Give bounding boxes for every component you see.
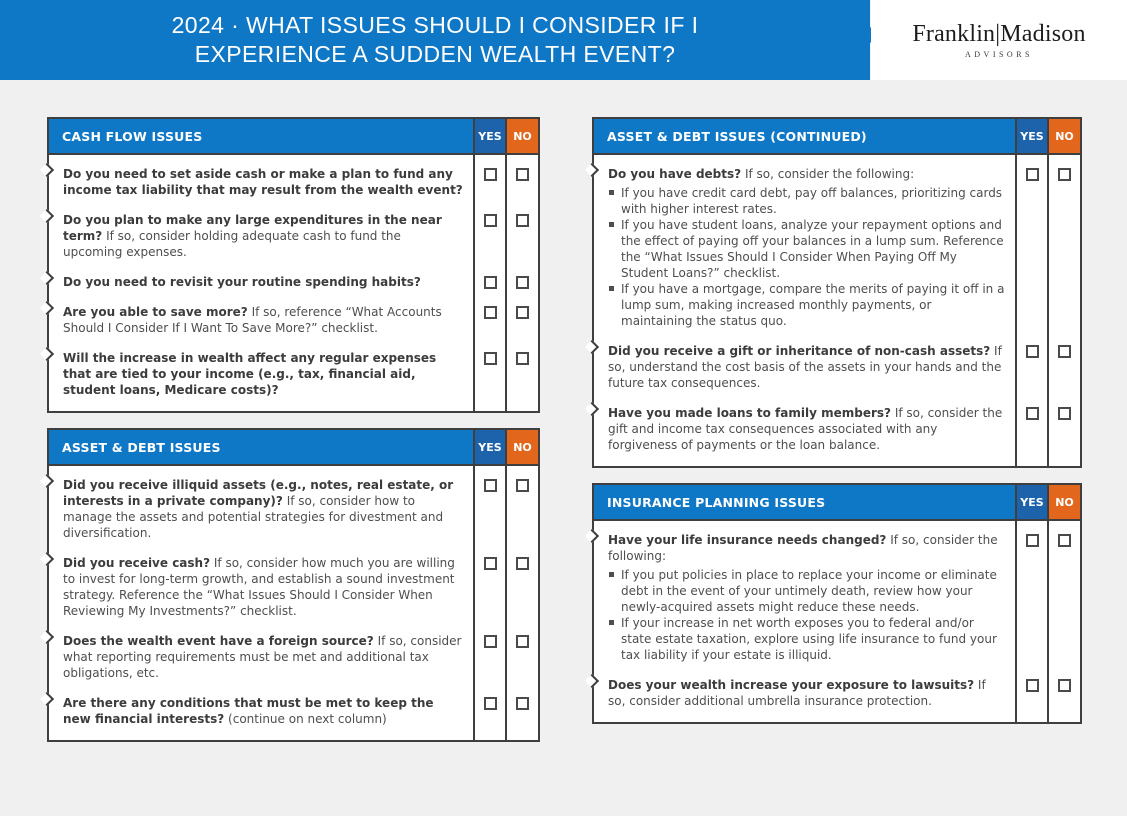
yes-checkbox[interactable]	[484, 306, 497, 319]
question-cell	[49, 293, 473, 339]
no-checkbox[interactable]	[516, 697, 529, 710]
question-paragraph	[608, 677, 1005, 709]
page-title-line2: EXPERIENCE A SUDDEN WEALTH EVENT?	[194, 41, 676, 67]
chevron-icon	[40, 630, 54, 644]
checklist-item	[49, 466, 538, 544]
bullet-icon	[609, 572, 614, 577]
chevron-icon	[40, 209, 54, 223]
question-text: Have your life insurance needs changed?	[608, 533, 887, 547]
no-cell	[505, 622, 538, 684]
no-checkbox[interactable]	[516, 306, 529, 319]
no-column-header: NO	[1047, 485, 1080, 519]
yes-cell	[1015, 394, 1047, 466]
checklist-item	[49, 201, 538, 263]
no-cell	[1047, 666, 1080, 722]
yes-column-header: YES	[473, 119, 505, 153]
question-detail: If so, consider the following:	[608, 533, 998, 563]
checklist-item	[49, 339, 538, 411]
question-paragraph	[63, 350, 463, 398]
yes-cell	[473, 684, 505, 740]
yes-cell	[473, 293, 505, 339]
bullet-text: If your increase in net worth exposes you to federal and/or state estate taxation, explore using life insurance to fund your tax liability if your estate is illiquid.	[621, 616, 997, 662]
no-checkbox[interactable]	[516, 479, 529, 492]
question-cell	[49, 339, 473, 411]
yes-cell	[473, 622, 505, 684]
page-title-line1: 2024 · WHAT ISSUES SHOULD I CONSIDER IF I	[171, 12, 699, 38]
section-cash-flow-issues	[47, 117, 540, 413]
no-checkbox[interactable]	[516, 352, 529, 365]
chevron-icon	[40, 271, 54, 285]
question-cell	[49, 263, 473, 293]
question-paragraph	[608, 532, 1005, 564]
section-insurance-planning-issues	[592, 483, 1082, 724]
no-cell	[505, 293, 538, 339]
bullet-list	[608, 185, 1005, 329]
chevron-icon	[585, 163, 599, 177]
section-title: INSURANCE PLANNING ISSUES	[594, 485, 1015, 519]
no-checkbox[interactable]	[516, 276, 529, 289]
yes-column-header: YES	[1015, 485, 1047, 519]
bullet-item	[609, 567, 1005, 615]
no-column-header: NO	[505, 119, 538, 153]
section-header	[49, 119, 538, 155]
bullet-text: If you have a mortgage, compare the merits of paying it off in a lump sum, making increased monthly payments, or maintaining the status quo.	[621, 282, 1005, 328]
section-header	[594, 485, 1080, 521]
yes-cell	[473, 263, 505, 293]
question-paragraph	[63, 304, 463, 336]
logo	[871, 0, 1127, 80]
chevron-icon	[40, 163, 54, 177]
bullet-icon	[609, 190, 614, 195]
section-header	[594, 119, 1080, 155]
question-text: Are you able to save more?	[63, 305, 248, 319]
question-paragraph	[63, 212, 463, 260]
section-asset-debt-issues-continued	[592, 117, 1082, 468]
chevron-icon	[585, 402, 599, 416]
question-paragraph	[63, 274, 463, 290]
checklist-item	[594, 666, 1080, 722]
no-cell	[505, 339, 538, 411]
question-paragraph	[63, 555, 463, 619]
question-text: Does the wealth event have a foreign source?	[63, 634, 374, 648]
no-checkbox[interactable]	[516, 168, 529, 181]
logo-subtitle: ADVISORS	[964, 50, 1033, 59]
chevron-icon	[585, 674, 599, 688]
checklist-item	[49, 544, 538, 622]
no-checkbox[interactable]	[1058, 407, 1071, 420]
chevron-icon	[40, 301, 54, 315]
question-cell	[49, 155, 473, 201]
question-text: Did you receive illiquid assets (e.g., notes, real estate, or interests in a private company)?	[63, 478, 454, 508]
bullet-icon	[609, 620, 614, 625]
yes-cell	[1015, 521, 1047, 666]
section-title: ASSET & DEBT ISSUES	[49, 430, 473, 464]
no-cell	[505, 466, 538, 544]
yes-checkbox[interactable]	[484, 697, 497, 710]
question-text: Do you need to set aside cash or make a plan to fund any income tax liability that may result from the wealth event?	[63, 167, 463, 197]
yes-checkbox[interactable]	[1026, 345, 1039, 358]
chevron-icon	[40, 347, 54, 361]
yes-checkbox[interactable]	[484, 479, 497, 492]
question-text: Do you plan to make any large expenditures in the near term?	[63, 213, 442, 243]
question-cell	[49, 622, 473, 684]
chevron-icon	[40, 552, 54, 566]
yes-cell	[1015, 666, 1047, 722]
no-cell	[1047, 332, 1080, 394]
page-title	[0, 11, 870, 69]
yes-checkbox[interactable]	[484, 352, 497, 365]
no-cell	[505, 544, 538, 622]
yes-cell	[473, 155, 505, 201]
bullet-icon	[609, 222, 614, 227]
question-paragraph	[63, 633, 463, 681]
yes-cell	[473, 466, 505, 544]
no-checkbox[interactable]	[1058, 345, 1071, 358]
no-checkbox[interactable]	[516, 557, 529, 570]
chevron-icon	[40, 692, 54, 706]
no-column-header: NO	[505, 430, 538, 464]
question-detail: If so, consider the following:	[744, 167, 915, 181]
yes-checkbox[interactable]	[484, 557, 497, 570]
question-paragraph	[63, 166, 463, 198]
question-text: Have you made loans to family members?	[608, 406, 891, 420]
no-checkbox[interactable]	[1058, 534, 1071, 547]
question-detail: If so, understand the cost basis of the assets in your hands and the future tax consequences.	[608, 344, 1002, 390]
bullet-item	[609, 217, 1005, 281]
question-detail: If so, reference “What Accounts Should I Consider If I Want To Save More?” checklist.	[63, 305, 442, 335]
question-text: Does your wealth increase your exposure to lawsuits?	[608, 678, 975, 692]
question-cell	[49, 466, 473, 544]
question-cell	[49, 201, 473, 263]
yes-checkbox[interactable]	[1026, 407, 1039, 420]
yes-checkbox[interactable]	[484, 635, 497, 648]
section-title: CASH FLOW ISSUES	[49, 119, 473, 153]
checklist-item	[594, 332, 1080, 394]
checklist-item	[594, 521, 1080, 666]
question-detail: If so, consider how much you are willing to invest for long-term growth, and establish a sound investment strategy. Reference the “What Issues Should I Consider When Reviewing My Investments?” checklist.	[63, 556, 455, 618]
yes-checkbox[interactable]	[484, 276, 497, 289]
question-detail: (continue on next column)	[228, 712, 387, 726]
section-asset-debt-issues	[47, 428, 540, 742]
question-cell	[594, 666, 1015, 722]
section-header	[49, 430, 538, 466]
question-text: Did you receive cash?	[63, 556, 211, 570]
logo-name: Franklin|Madison	[912, 21, 1086, 47]
header-bar	[0, 0, 870, 80]
no-checkbox[interactable]	[1058, 679, 1071, 692]
yes-checkbox[interactable]	[1026, 679, 1039, 692]
yes-column-header: YES	[473, 430, 505, 464]
question-text: Do you need to revisit your routine spending habits?	[63, 275, 421, 289]
question-cell	[594, 332, 1015, 394]
checklist-item	[594, 394, 1080, 466]
no-checkbox[interactable]	[1058, 168, 1071, 181]
bullet-list	[608, 567, 1005, 663]
bullet-text: If you put policies in place to replace your income or eliminate debt in the event of your untimely death, review how your newly-acquired assets might reduce these needs.	[621, 568, 997, 614]
chevron-icon	[40, 474, 54, 488]
no-cell	[505, 155, 538, 201]
question-cell	[49, 544, 473, 622]
question-detail: If so, consider the gift and income tax consequences associated with any forgiveness of payments or the loan balance.	[608, 406, 1003, 452]
question-detail: If so, consider what reporting requirements must be met and additional tax obligations, etc.	[63, 634, 462, 680]
yes-cell	[473, 339, 505, 411]
chevron-icon	[585, 529, 599, 543]
no-cell	[505, 201, 538, 263]
chevron-icon	[585, 340, 599, 354]
yes-column-header: YES	[1015, 119, 1047, 153]
bullet-icon	[609, 286, 614, 291]
no-cell	[505, 684, 538, 740]
checklist-item	[49, 263, 538, 293]
left-column	[47, 117, 540, 757]
bullet-item	[609, 281, 1005, 329]
no-cell	[1047, 521, 1080, 666]
bullet-text: If you have student loans, analyze your repayment options and the effect of paying off your balances in a lump sum. Reference the “What Issues Should I Consider When Paying Off My Student Loans?” checklist.	[621, 218, 1004, 280]
right-column	[592, 117, 1082, 739]
question-paragraph	[63, 477, 463, 541]
question-text: Will the increase in wealth affect any regular expenses that are tied to your income (e.g., tax, financial aid, student loans, Medicare costs)?	[63, 351, 437, 397]
bullet-item	[609, 615, 1005, 663]
question-text: Do you have debts?	[608, 167, 742, 181]
yes-cell	[473, 201, 505, 263]
checklist-item	[49, 684, 538, 740]
no-cell	[1047, 155, 1080, 332]
yes-cell	[1015, 332, 1047, 394]
no-cell	[505, 263, 538, 293]
question-cell	[49, 684, 473, 740]
question-paragraph	[608, 166, 1005, 182]
question-text: Did you receive a gift or inheritance of non-cash assets?	[608, 344, 991, 358]
question-detail: If so, consider holding adequate cash to fund the upcoming expenses.	[63, 229, 401, 259]
checklist-item	[49, 622, 538, 684]
bullet-item	[609, 185, 1005, 217]
yes-checkbox[interactable]	[484, 214, 497, 227]
yes-checkbox[interactable]	[484, 168, 497, 181]
question-cell	[594, 155, 1015, 332]
question-paragraph	[63, 695, 463, 727]
bullet-text: If you have credit card debt, pay off balances, prioritizing cards with higher interest rates.	[621, 186, 1003, 216]
question-cell	[594, 394, 1015, 466]
checklist-item	[594, 155, 1080, 332]
no-checkbox[interactable]	[516, 635, 529, 648]
checklist-item	[49, 155, 538, 201]
section-title: ASSET & DEBT ISSUES (CONTINUED)	[594, 119, 1015, 153]
no-column-header: NO	[1047, 119, 1080, 153]
yes-cell	[1015, 155, 1047, 332]
question-paragraph	[608, 343, 1005, 391]
question-detail: If so, consider how to manage the assets and potential strategies for divestment and diversification.	[63, 494, 444, 540]
yes-checkbox[interactable]	[1026, 168, 1039, 181]
question-text: Are there any conditions that must be met to keep the new financial interests?	[63, 696, 434, 726]
no-checkbox[interactable]	[516, 214, 529, 227]
yes-checkbox[interactable]	[1026, 534, 1039, 547]
no-cell	[1047, 394, 1080, 466]
question-detail: If so, consider additional umbrella insurance protection.	[608, 678, 986, 708]
yes-cell	[473, 544, 505, 622]
question-cell	[594, 521, 1015, 666]
question-paragraph	[608, 405, 1005, 453]
checklist-item	[49, 293, 538, 339]
